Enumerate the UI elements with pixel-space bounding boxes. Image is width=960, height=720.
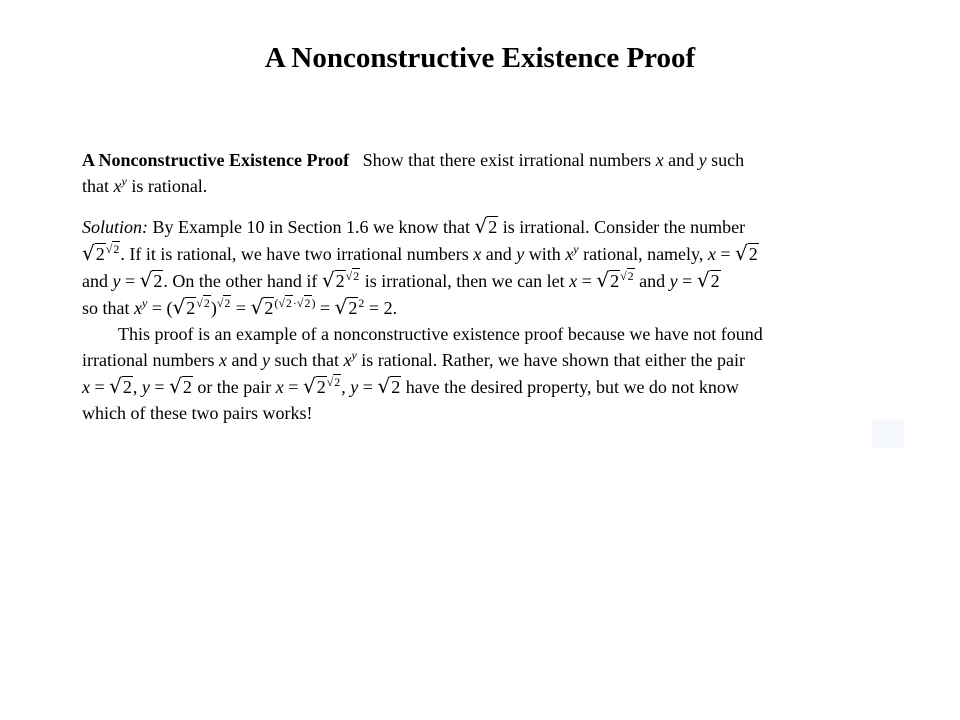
sqrt2-pow-sqrt2: $√2^{√2}$: [82, 241, 120, 265]
problem-line-2: [82, 173, 894, 199]
math-x-eq-sqrt2: x = √2: [707, 241, 758, 265]
solution-text: and: [82, 271, 108, 291]
para2-line-3: [82, 373, 894, 400]
paragraph-text: is rational. Rather, we have shown that either the pair: [361, 350, 745, 370]
var-y: y: [261, 350, 270, 370]
problem-line-1: [82, 147, 894, 173]
var-x: x: [473, 244, 482, 264]
var-y: y: [698, 150, 707, 170]
solution-text: . On the other hand if: [163, 271, 318, 291]
math-y-eq-sqrt2: y = √2: [112, 268, 163, 292]
para2-line-4: [82, 400, 894, 426]
problem-text: that: [82, 176, 109, 196]
solution-line-1: [82, 213, 894, 240]
math-x-eq-sqrt2-pow: $x = √2^{√2}$: [569, 268, 634, 292]
solution-text: with: [528, 244, 561, 264]
paragraph-text: and: [231, 350, 258, 370]
math-y-eq-sqrt2: y = √2: [669, 268, 720, 292]
textbook-excerpt: [82, 147, 894, 426]
solution-line-3: [82, 267, 894, 294]
math-x-pow-y: $x^y$: [565, 242, 579, 264]
solution-text: is irrational. Consider the number: [502, 217, 746, 237]
paragraph-text: This proof is an example of a nonconstructive existence proof because we have not found: [118, 324, 763, 344]
math-x-pow-y: $x^y$: [343, 348, 357, 370]
paragraph-text: such that: [274, 350, 339, 370]
math-derivation: $x^y = (√2^{√2})^{√2} = √2^{(√2\cdot√2)} = √2^2$: [134, 295, 365, 319]
solution-line-4: [82, 294, 894, 321]
solution-line-2: [82, 240, 894, 267]
sqrt-two: √2: [474, 214, 498, 238]
paragraph-text: which of these two pairs works!: [82, 403, 313, 423]
solution-text: so that: [82, 298, 130, 318]
var-x: x: [218, 350, 227, 370]
solution-text: is irrational, then we can let: [364, 271, 565, 291]
var-y: y: [516, 244, 525, 264]
slide-title: A Nonconstructive Existence Proof: [264, 42, 696, 74]
solution-label: Solution:: [82, 217, 148, 237]
solution-text: and: [485, 244, 512, 264]
para2-line-1: [82, 321, 894, 347]
paragraph-text: irrational numbers: [82, 350, 215, 370]
problem-text: is rational.: [131, 176, 208, 196]
solution-text: rational, namely,: [583, 244, 704, 264]
math-pair-2: $x = √2^{√2}$, y = √2: [275, 374, 401, 398]
para2-line-2: [82, 347, 894, 373]
math-pair-1: x = √2, y = √2: [82, 374, 192, 398]
solution-text: = 2.: [368, 298, 398, 318]
sqrt2-pow-sqrt2: $√2^{√2}$: [321, 268, 360, 292]
math-x-pow-y: $x^y$: [113, 174, 127, 196]
var-x: x: [655, 150, 664, 170]
scan-artifact: [872, 420, 904, 448]
paragraph-text: have the desired property, but we do not know: [405, 377, 739, 397]
problem-text: such: [711, 150, 745, 170]
excerpt-heading: A Nonconstructive Existence Proof: [82, 150, 350, 170]
solution-text: and: [639, 271, 666, 291]
problem-text: Show that there exist irrational numbers: [362, 150, 652, 170]
paragraph-text: or the pair: [197, 377, 272, 397]
solution-text: By Example 10 in Section 1.6 we know that: [152, 217, 470, 237]
problem-text: and: [668, 150, 695, 170]
solution-text: . If it is rational, we have two irrational numbers: [120, 244, 469, 264]
